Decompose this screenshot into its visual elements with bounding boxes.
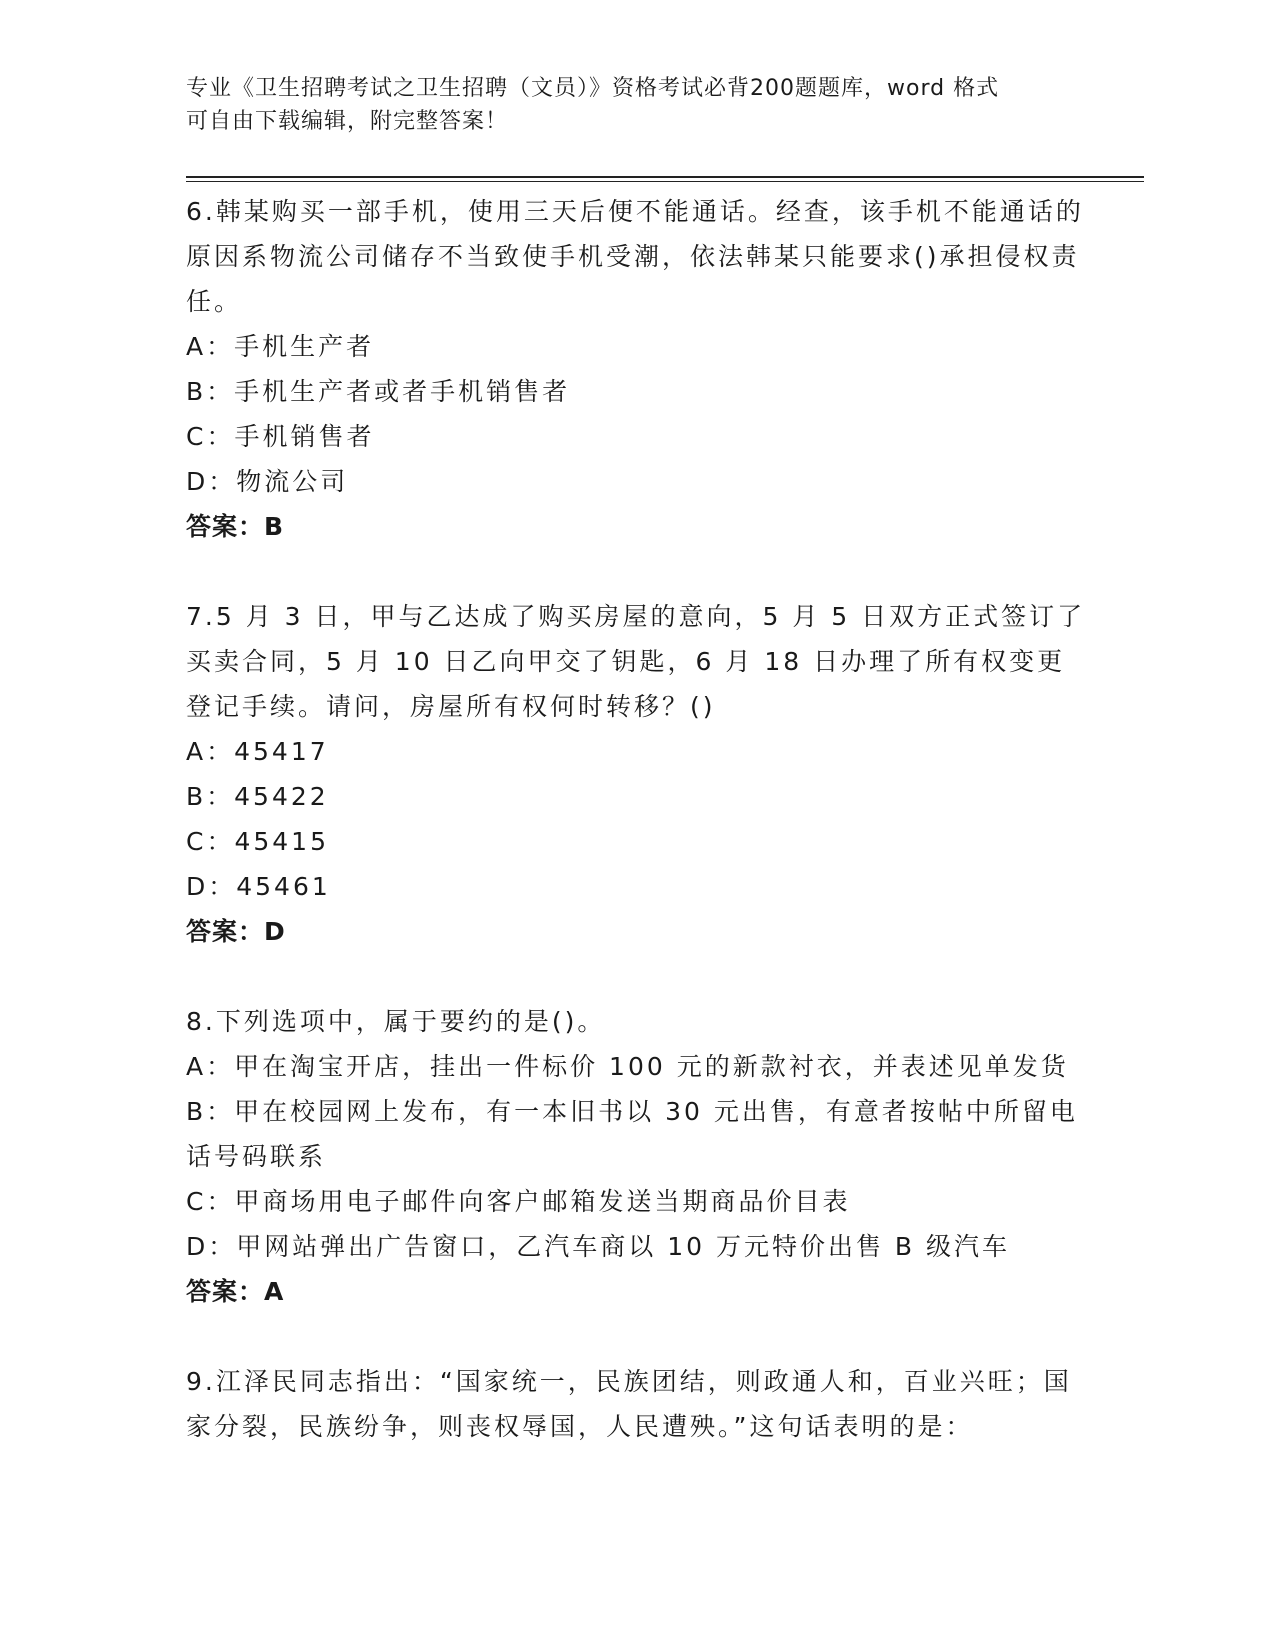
- answer: 答案：A: [186, 1277, 285, 1306]
- option-d: D：甲网站弹出广告窗口，乙汽车商以 10 万元特价出售 B 级汽车: [186, 1232, 1011, 1261]
- question-stem: 6.韩某购买一部手机，使用三天后便不能通话。经查，该手机不能通话的原因系物流公司储存不当致使手机受潮，依法韩某只能要求()承担侵权责任。: [186, 197, 1084, 316]
- option-b: B：手机生产者或者手机销售者: [186, 377, 571, 406]
- option-b: B：45422: [186, 782, 329, 811]
- header-divider-thick: [186, 176, 1144, 178]
- question-stem: 9.江泽民同志指出：“国家统一，民族团结，则政通人和，百业兴旺；国家分裂，民族纷争，则丧权辱国，人民遭殃。”这句话表明的是：: [186, 1367, 1072, 1441]
- option-d: D：物流公司: [186, 467, 349, 496]
- option-d: D：45461: [186, 872, 331, 901]
- header-line-2: 可自由下载编辑，附完整答案！: [186, 109, 509, 134]
- answer: 答案：D: [186, 917, 286, 946]
- option-c: C：手机销售者: [186, 422, 375, 451]
- question-stem: 8.下列选项中，属于要约的是()。: [186, 1007, 606, 1036]
- question-list: [186, 189, 1086, 1494]
- question-6: [186, 189, 1086, 549]
- document-header: [186, 72, 1066, 138]
- option-c: C：45415: [186, 827, 329, 856]
- question-8: [186, 999, 1086, 1314]
- header-divider-thin: [186, 181, 1144, 182]
- option-a: A：手机生产者: [186, 332, 375, 361]
- answer: 答案：B: [186, 512, 285, 541]
- option-a: A：甲在淘宝开店，挂出一件标价 100 元的新款衬衣，并表述见单发货: [186, 1052, 1069, 1081]
- question-stem: 7.5 月 3 日，甲与乙达成了购买房屋的意向，5 月 5 日双方正式签订了买卖合同，5 月 10 日乙向甲交了钥匙，6 月 18 日办理了所有权变更登记手续。请问，房屋所有权何时转移？(): [186, 602, 1086, 721]
- question-7: [186, 594, 1086, 954]
- option-a: A：45417: [186, 737, 329, 766]
- header-line-1: 专业《卫生招聘考试之卫生招聘（文员）》资格考试必背200题题库，word 格式: [186, 76, 1000, 101]
- option-c: C：甲商场用电子邮件向客户邮箱发送当期商品价目表: [186, 1187, 851, 1216]
- option-b: B：甲在校园网上发布，有一本旧书以 30 元出售，有意者按帖中所留电话号码联系: [186, 1097, 1078, 1171]
- question-9: [186, 1359, 1086, 1449]
